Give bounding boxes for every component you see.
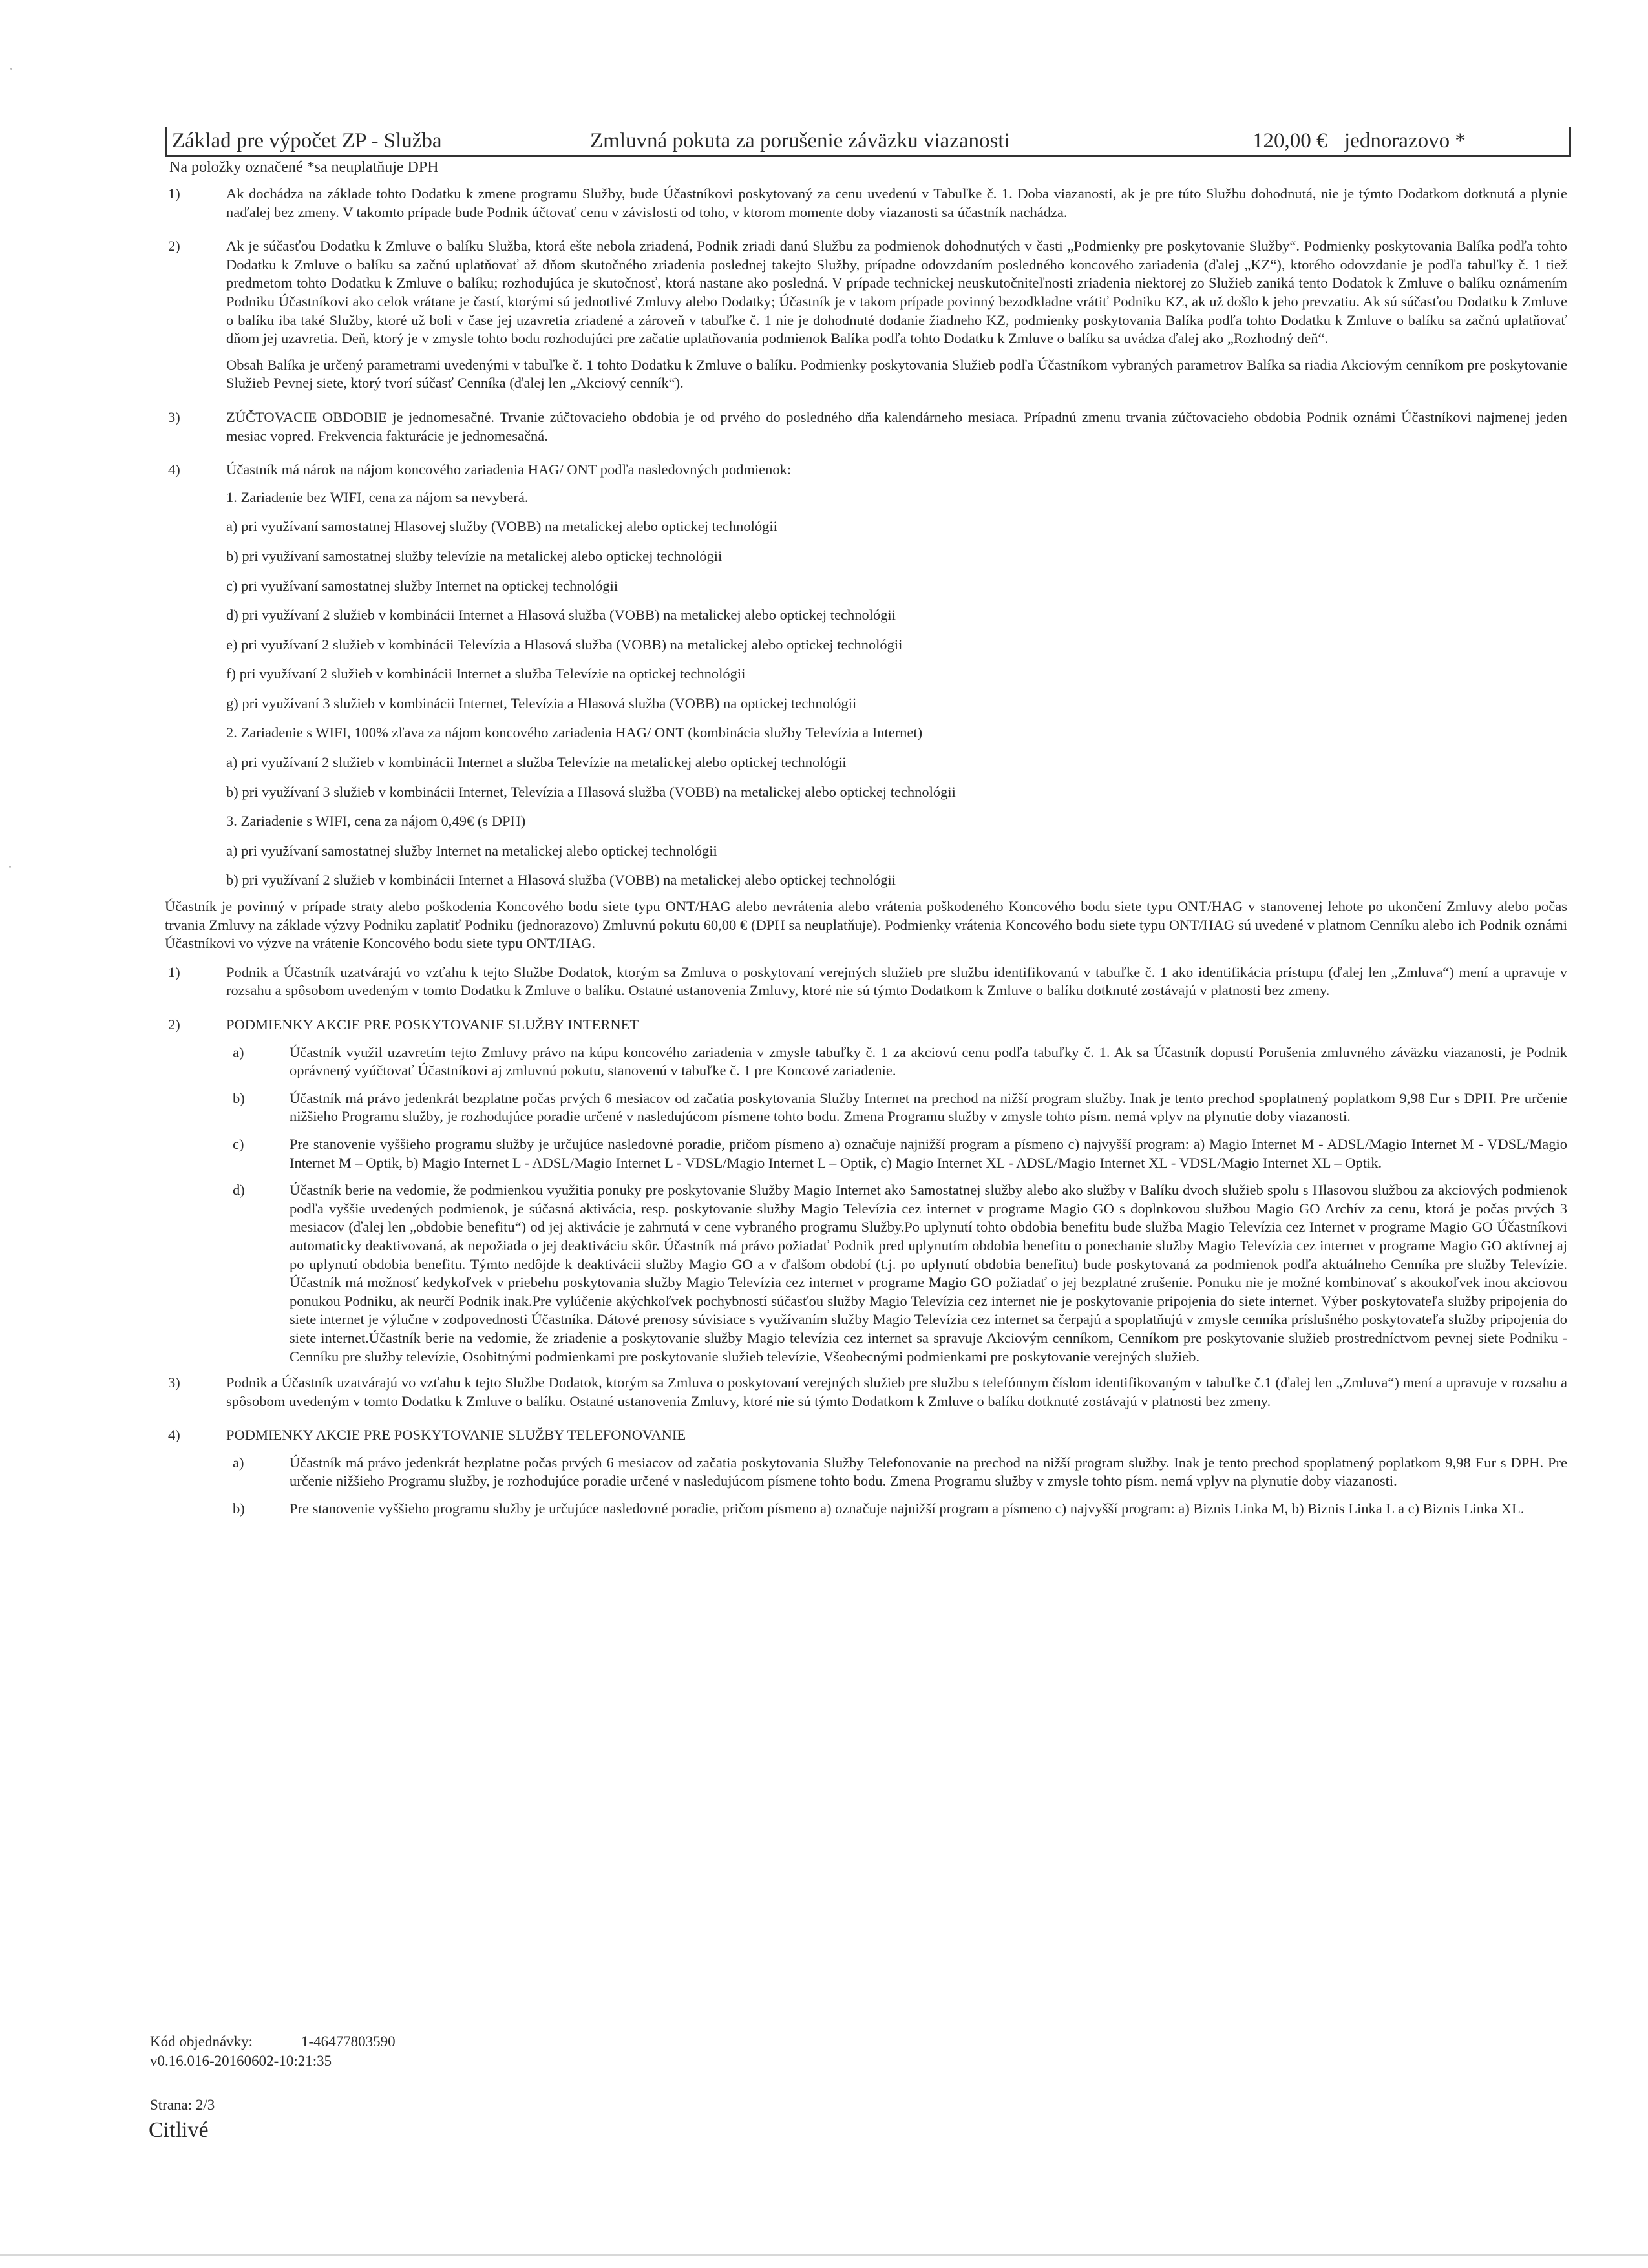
item-text: Ak je súčasťou Dodatku k Zmluve o balíku Služba, ktorá ešte nebola zriadená, Podnik zriadi danú Službu za podmienok dohodnutých v časti „Podmienky pre poskytovanie Služby“. Podmienky poskytovania Balíka podľa tohto Dodatku k Zmluve o balíku sa začnú uplatňovať až dňom skutočného zriadenia poslednej takejto Služby, prípadne odovzdaním posledného koncového zariadenia (ďalej „KZ“), ktorého odovzdanie je podľa tabuľky č. 1 tiež predmetom tohto Dodatku k Zmluve o balíku; rozhodujúca je skutočnosť, ktorá nastane ako posledná. V prípade technickej neuskutočniteľnosti zriadenia niektorej zo Služieb zaniká tento Dodatok k Zmluve o balíku oznámením Podniku Účastníkovi ako celok vrátane je častí, ktorými sú jednotlivé Zmluvy alebo Dodatky; Účastník je v takom prípade povinný bezodkladne vrátiť Podniku KZ, ak už došlo k jeho prevzatiu. Ak sú súčasťou Dodatku k Zmluve o balíku iba také Služby, ktoré už boli v čase jej uzavretia zriadené a zároveň v tabuľke č. 1 nie je dohodnuté dodanie žiadneho KZ, podmienky poskytovania Balíka podľa tohto Dodatku k Zmluve o balíku sa začnú uplatňovať dňom jej uzavretia. Deň, ktorý je v zmysle tohto bodu rozhodujúci pre začatie uplatňovania podmienok Balíka podľa tohto Dodatku k Zmluve o balíku sa uvádza ďalej ako „Rozhodný deň“. bbox=[226, 238, 1567, 347]
item-text: Účastník má nárok na nájom koncového zariadenia HAG/ ONT podľa nasledovných podmienok: bbox=[226, 461, 792, 478]
item-heading: PODMIENKY AKCIE PRE POSKYTOVANIE SLUŽBY INTERNET bbox=[226, 1016, 639, 1033]
subitem-c bbox=[226, 1135, 1567, 1172]
document-body bbox=[165, 185, 1567, 1526]
list-item: g) pri využívaní 3 služieb v kombinácii Internet, Televízia a Hlasová služba (VOBB) na optickej technológii bbox=[226, 695, 857, 711]
list-item: a) pri využívaní samostatnej služby Internet na metalickej alebo optickej technológii bbox=[226, 842, 717, 859]
list-item: 1. Zariadenie bez WIFI, cena za nájom sa nevyberá. bbox=[226, 488, 529, 505]
subitem-text: Účastník berie na vedomie, že podmienkou využitia ponuky pre poskytovanie Služby Magio Internet ako Samostatnej služby alebo ako služby v Balíku dvoch služieb spolu s Hlasovou službou za akciových podmienok podľa vyššie uvedených podmienok, je súčasná aktivácia, resp. poskytovanie služby Magio Televízia cez internet v programe Magio GO s doplnkovou službou Magio GO Archív za cenu, ktorá je počas prvých 3 mesiacov (ďalej len „obdobie benefitu“) od jej aktivácie je zahrnutá v cene vybraného programu Služby.Po uplynutí tohto obdobia benefitu bude služba Magio Televízia cez Internet v programe Magio GO Účastníkovi automaticky deaktivovaná, ak nepožiada o jej deaktiváciu skôr. Účastník má právo požiadať Podnik pred uplynutím obdobia benefitu o ponechanie služby Magio Televízia cez internet v programe Magio GO aktívnej aj po uplynutí obdobia benefitu. Týmto nedôjde k deaktivácii služby Magio GO a v ďalšom období (t.j. po uplynutí obdobia benefitu) bude poskytovaná za podmienok podľa aktuálneho Cenníka pre služby Televízie. Účastník má možnosť kedykoľvek v priebehu poskytovania služby Magio Televízia cez internet v programe Magio GO požiadať o jej bezplatné zrušenie. Ponuku nie je možné kombinovať s akoukoľvek inou akciovou ponukou Podniku, ak neurčí Podnik inak.Pre vylúčenie akýchkoľvek pochybností súčasťou služby Magio Televízia cez internet nie je poskytovanie pripojenia do siete internet. Výber poskytovateľa služby pripojenia do siete internet je výlučne v zodpovednosti Účastníka. Dátové prenosy súvisiace s využívaním služby Magio Televízia cez internet sa čerpajú a spoplatňujú v zmysle cenníka príslušného poskytovateľa služby pripojenia do siete internet.Účastník berie na vedomie, že zriadenie a poskytovanie služby Magio televízia cez internet sa spravuje Akciovým cenníkom, Cenníkom pre poskytovanie služieb prostredníctvom pevnej siete Podniku - Cenníku pre služby televízie, Osobitnými podmienkami pre poskytovanie služieb televízie, Všeobecnými podmienkami pre poskytovanie verejných služieb. bbox=[290, 1182, 1567, 1365]
subitem-letter: b) bbox=[233, 1500, 245, 1517]
list-item: f) pri využívaní 2 služieb v kombinácii Internet a služba Televízie na optickej technológii bbox=[226, 666, 746, 682]
item-extra-text: Obsah Balíka je určený parametrami uvedenými v tabuľke č. 1 tohto Dodatku k Zmluve o balíku. Podmienky poskytovania Služieb podľa Účastníkom vybraných parametrov Balíka sa riadia Akciovým cenníkom pre poskytovanie Služieb Pevnej siete, ktorý tvorí súčasť Cenníka (ďalej len „Akciový cenník“). bbox=[226, 356, 1567, 392]
item-number: 4) bbox=[168, 461, 180, 478]
order-footer bbox=[150, 2032, 396, 2071]
list-item: e) pri využívaní 2 služieb v kombinácii Televízia a Hlasová služba (VOBB) na metalickej alebo optickej technológii bbox=[226, 636, 903, 653]
hag-conditions-list bbox=[226, 488, 1567, 890]
scan-speck bbox=[9, 866, 11, 868]
version-string: v0.16.016-20160602-10:21:35 bbox=[150, 2053, 332, 2069]
section2-item-4 bbox=[165, 1426, 1567, 1518]
scan-speck bbox=[10, 68, 12, 70]
header-penalty-label: Zmluvná pokuta za porušenie záväzku viazanosti bbox=[590, 129, 1010, 152]
header-basis-label: Základ pre výpočet ZP - Služba bbox=[172, 129, 442, 152]
item-number: 3) bbox=[168, 1374, 180, 1391]
page-number: Strana: 2/3 bbox=[150, 2097, 215, 2113]
item-text: Ak dochádza na základe tohto Dodatku k zmene programu Služby, bude Účastníkovi poskytovaný za cenu uvedenú v Tabuľke č. 1. Doba viazanosti, ak je pre túto Službu dohodnutá, nie je týmto Dodatkom dotknutá a plynie naďalej bez zmeny. V takomto prípade bude Podnik účtovať cenu v závislosti od toho, v ktorom momente doby viazanosti sa účastník nachádza. bbox=[226, 185, 1567, 220]
subitem-letter: d) bbox=[233, 1182, 245, 1199]
section1-item-1 bbox=[165, 185, 1567, 229]
vat-note: Na položky označené *sa neuplatňuje DPH bbox=[169, 159, 439, 176]
section1-item-3 bbox=[165, 408, 1567, 453]
item-number: 3) bbox=[168, 408, 180, 425]
order-code-label: Kód objednávky: bbox=[150, 2033, 253, 2050]
section2-item-3 bbox=[165, 1374, 1567, 1418]
item-number: 2) bbox=[168, 238, 180, 255]
subitem-text: Účastník má právo jedenkrát bezplatne počas prvých 6 mesiacov od začatia poskytovania Služby Telefonovanie na prechod na nižší program služby. Inak je tento prechod spoplatnený poplatkom 9,98 Eur s DPH. Pre určenie nižšieho Programu služby, je rozhodujúce poradie určené v nasledujúcom písmene tohto bodu. Zmena Programu služby v zmysle tohto písm. nemá vplyv na plynutie doby viazanosti. bbox=[290, 1454, 1567, 1489]
list-item: 2. Zariadenie s WIFI, 100% zľava za nájom koncového zariadenia HAG/ ONT (kombinácia služby Televízia a Internet) bbox=[226, 724, 923, 741]
order-code-value: 1-46477803590 bbox=[301, 2033, 396, 2050]
subitem-letter: a) bbox=[233, 1044, 244, 1060]
section2-item-2 bbox=[165, 1016, 1567, 1366]
item-text: ZÚČTOVACIE OBDOBIE je jednomesačné. Trvanie zúčtovacieho obdobia je od prvého do posledného dňa kalendárneho mesiaca. Prípadnú zmenu trvania zúčtovacieho obdobia Podnik oznámi Účastníkovi najmenej jeden mesiac vopred. Frekvencia fakturácie je jednomesačná. bbox=[226, 408, 1567, 444]
list-item: 3. Zariadenie s WIFI, cena za nájom 0,49€ (s DPH) bbox=[226, 813, 526, 830]
section2-item-1 bbox=[165, 963, 1567, 1008]
classification-label: Citlivé bbox=[149, 2118, 209, 2142]
subitem-letter: a) bbox=[233, 1454, 244, 1471]
item-number: 2) bbox=[168, 1016, 180, 1033]
subitem-text: Pre stanovenie vyššieho programu služby je určujúce nasledovné poradie, pričom písmeno a) označuje najnižší program a písmeno c) najvyšší program: a) Magio Internet M - ADSL/Magio Internet M - VDSL/Magio Internet M – Optik, b) Magio Internet L - ADSL/Magio Internet L - VDSL/Magio Internet L – Optik, c) Magio Internet XL - ADSL/Magio Internet XL - VDSL/Magio Internet XL – Optik. bbox=[290, 1135, 1567, 1171]
subitem-b bbox=[226, 1500, 1567, 1518]
subitem-text: Pre stanovenie vyššieho programu služby je určujúce nasledovné poradie, pričom písmeno a) označuje najnižší program a písmeno c) najvyšší program: a) Biznis Linka M, b) Biznis Linka L a c) Biznis Linka XL. bbox=[290, 1500, 1525, 1517]
section1-item-4 bbox=[165, 461, 1567, 890]
ont-return-paragraph: Účastník je povinný v prípade straty alebo poškodenia Koncového bodu siete typu ONT/HAG alebo nevrátenia alebo vrátenia poškodeného Koncového bodu siete typu ONT/HAG v stanovenej lehote po ukončení Zmluvy alebo počas trvania Zmluvy na základe výzvy Podniku zaplatiť Podniku (jednorazovo) Zmluvnú pokutu 60,00 € (DPH sa neuplatňuje). Podmienky vrátenia Koncového bodu siete typu ONT/HAG sú uvedené v platnom Cenníku alebo ich Podnik oznámi Účastníkovi vo výzve na vrátenie Koncového bodu siete typu ONT/HAG. bbox=[165, 898, 1567, 952]
item-number: 1) bbox=[168, 963, 180, 980]
list-item: a) pri využívaní samostatnej Hlasovej služby (VOBB) na metalickej alebo optickej technológii bbox=[226, 518, 777, 535]
subitem-text: Účastník využil uzavretím tejto Zmluvy právo na kúpu koncového zariadenia v zmysle tabuľky č. 1 za akciovú cenu podľa tabuľky č. 1. Ak sa Účastník dopustí Porušenia zmluvného záväzku viazanosti, je Podnik oprávnený vyúčtovať Účastníkovi aj zmluvnú pokutu, stanovenú v tabuľke č. 1 pre Koncové zariadenie. bbox=[290, 1044, 1567, 1079]
subitem-letter: b) bbox=[233, 1089, 245, 1106]
item-number: 1) bbox=[168, 185, 180, 202]
subitem-b bbox=[226, 1089, 1567, 1126]
subitem-a bbox=[226, 1044, 1567, 1080]
scan-edge-line bbox=[0, 2254, 1648, 2256]
item-text: Podnik a Účastník uzatvárajú vo vzťahu k tejto Službe Dodatok, ktorým sa Zmluva o poskytovaní verejných služieb pre službu identifikovanú v tabuľke č. 1 ako identifikácia prístupu (ďalej len „Zmluva“) mení a upravuje v rozsahu a spôsobom uvedeným v tomto Dodatku k Zmluve o balíku. Ostatné ustanovenia Zmluvy, ktoré nie sú týmto Dodatkom k Zmluve o balíku dotknuté zostávajú v platnosti bez zmeny. bbox=[226, 963, 1567, 999]
item-heading: PODMIENKY AKCIE PRE POSKYTOVANIE SLUŽBY TELEFONOVANIE bbox=[226, 1427, 686, 1444]
subitem-d bbox=[226, 1181, 1567, 1366]
list-item: b) pri využívaní 3 služieb v kombinácii Internet, Televízia a Hlasová služba (VOBB) na metalickej alebo optickej technológii bbox=[226, 783, 956, 800]
list-item: c) pri využívaní samostatnej služby Internet na optickej technológii bbox=[226, 577, 618, 594]
list-item: b) pri využívaní 2 služieb v kombinácii Internet a Hlasová služba (VOBB) na metalickej alebo optickej technológii bbox=[226, 872, 896, 888]
subitem-text: Účastník má právo jedenkrát bezplatne počas prvých 6 mesiacov od začatia poskytovania Služby Internet na prechod na nižší program služby. Inak je tento prechod spoplatnený poplatkom 9,98 Eur s DPH. Pre určenie nižšieho Programu služby, je rozhodujúce poradie určené v nasledujúcom písmene tohto bodu. Zmena Programu služby v zmysle tohto písm. nemá vplyv na plynutie doby viazanosti. bbox=[290, 1089, 1567, 1125]
section1-item-2 bbox=[165, 237, 1567, 401]
item-text: Podnik a Účastník uzatvárajú vo vzťahu k tejto Službe Dodatok, ktorým sa Zmluva o poskytovaní verejných služieb pre službu s telefónnym číslom identifikovaným v tabuľke č.1 (ďalej len „Zmluva“) mení a upravuje v rozsahu a spôsobom uvedeným v tomto Dodatku k Zmluve o balíku. Ostatné ustanovenia Zmluvy, ktoré nie sú týmto Dodatkom k Zmluve o balíku dotknuté zostávajú v platnosti bez zmeny. bbox=[226, 1374, 1567, 1409]
item-number: 4) bbox=[168, 1427, 180, 1444]
header-frequency: jednorazovo * bbox=[1344, 129, 1466, 152]
header-amount: 120,00 € bbox=[1252, 129, 1327, 152]
list-item: b) pri využívaní samostatnej služby televízie na metalickej alebo optickej technológii bbox=[226, 547, 723, 564]
subitem-letter: c) bbox=[233, 1135, 244, 1152]
penalty-header-row bbox=[165, 127, 1571, 157]
subitem-a bbox=[226, 1454, 1567, 1491]
list-item: a) pri využívaní 2 služieb v kombinácii Internet a služba Televízie na metalickej alebo optickej technológii bbox=[226, 754, 847, 771]
list-item: d) pri využívaní 2 služieb v kombinácii Internet a Hlasová služba (VOBB) na metalickej alebo optickej technológii bbox=[226, 607, 896, 624]
